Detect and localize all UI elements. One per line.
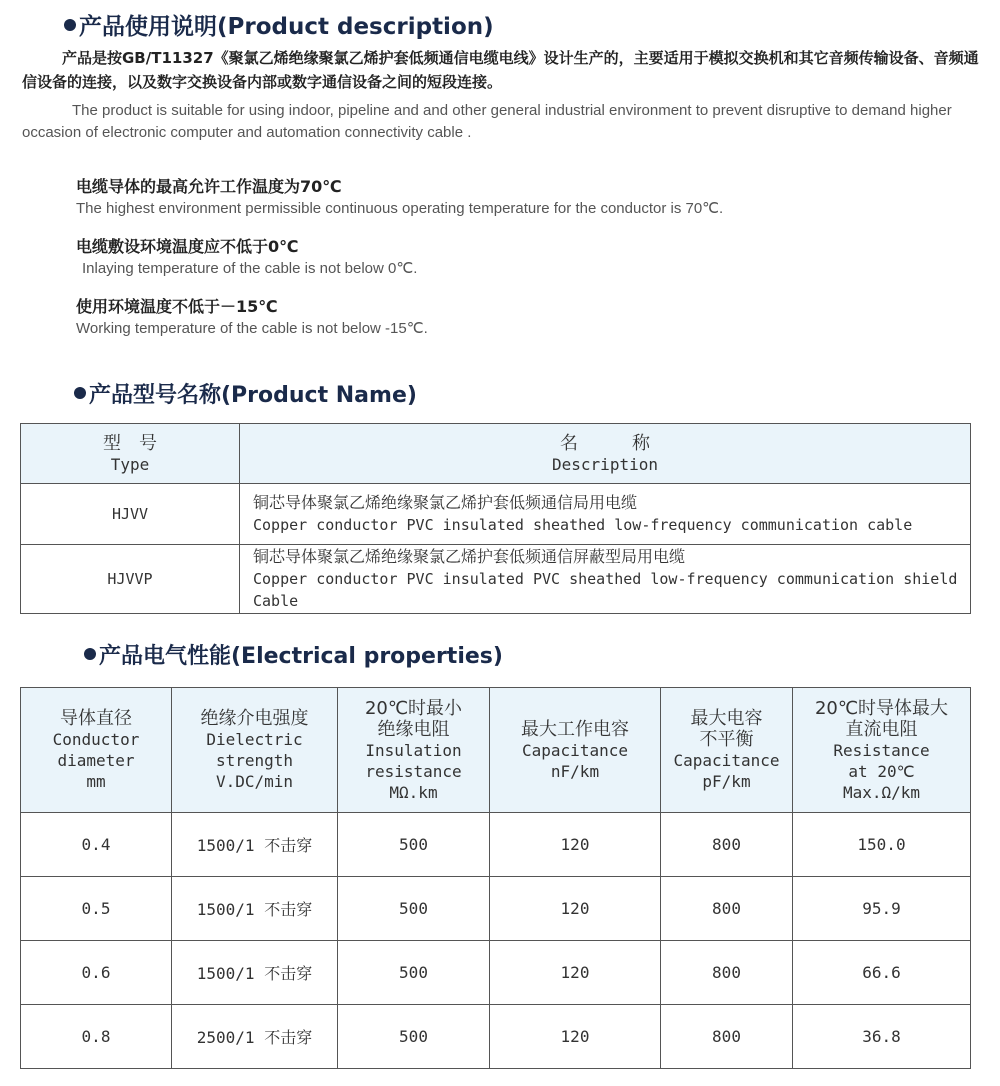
header-en: mm [86,772,106,791]
product-name-table [20,423,971,614]
header-dielectric-strength [172,688,338,813]
capacitance-cell: 120 [490,1005,661,1069]
dielectric-note: 不击穿 [264,964,313,983]
insulation-cell: 500 [338,941,490,1005]
spec-item [76,176,956,220]
dielectric-value: 1500/1 [196,836,255,855]
desc-en: Copper conductor PVC insulated sheathed low-frequency communication cable [253,516,913,534]
header-en: MΩ.km [389,782,438,802]
header-capacitance-unbalance [661,688,793,813]
header-cn: 最大电容 [690,708,763,729]
dielectric-cell [172,813,338,877]
spec-cn: 电缆导体的最高允许工作温度为70℃ [76,177,342,196]
section-title: 产品型号名称(Product Name) [89,383,417,408]
dielectric-note: 不击穿 [264,836,313,855]
intro-english: The product is suitable for using indoor, pipeline and and other general industrial environment to prevent disruptive to demand higher occasion of electronic computer and automation connectivity cable . [22,102,952,141]
unbalance-cell: 800 [661,877,793,941]
header-en: Resistance [833,740,930,760]
resistance-cell: 150.0 [793,813,971,877]
section-heading-electrical [84,639,503,670]
table-row [21,813,971,877]
header-cn: 绝缘介电强度 [200,708,309,729]
dielectric-value: 1500/1 [196,900,255,919]
section-title: 产品使用说明(Product description) [79,14,494,40]
spec-cn: 电缆敷设环境温度应不低于0℃ [76,237,299,256]
header-en: Max.Ω/km [842,782,921,802]
header-en: pF/km [702,772,751,791]
header-cn: 直流电阻 [845,718,918,740]
header-en: strength [215,751,294,770]
header-capacitance [490,688,661,813]
table-header-row [21,688,971,813]
description-cell [240,545,971,614]
unbalance-cell: 800 [661,813,793,877]
section-heading-description [64,8,494,41]
table-row [21,1005,971,1069]
dielectric-note: 不击穿 [264,1028,313,1047]
table-row [21,484,971,545]
table-row [21,877,971,941]
spec-en: Working temperature of the cable is not below -15℃. [76,320,428,337]
resistance-cell: 66.6 [793,941,971,1005]
header-en: Capacitance [673,751,780,770]
header-en: Dielectric [206,730,303,749]
intro-chinese: 产品是按GB/T11327《聚氯乙烯绝缘聚氯乙烯护套低频通信电缆电线》设计生产的，主要适用于模拟交换机和其它音频传输设备、音频通信设备的连接，以及数字交换设备内部或数字通信设备之间的短段连接。 [22,49,979,91]
table-row [21,941,971,1005]
header-type-cn: 型 号 [103,432,157,454]
dielectric-cell [172,877,338,941]
desc-cn: 铜芯导体聚氯乙烯绝缘聚氯乙烯护套低频通信局用电缆 [253,493,638,512]
dielectric-value: 1500/1 [196,964,255,983]
electrical-properties-table [20,687,971,1069]
header-insulation-resistance [338,688,490,813]
section-heading-product-name [74,378,417,409]
header-desc-cn: 名 称 [560,432,650,454]
header-dc-resistance [793,688,971,813]
header-en: V.DC/min [215,772,294,791]
dielectric-note: 不击穿 [264,900,313,919]
spec-cn: 使用环境温度不低于－15℃ [76,297,278,316]
header-cn: 导体直径 [60,708,132,729]
spec-en: The highest environment permissible continuous operating temperature for the conductor is 70℃. [76,200,724,217]
resistance-cell: 95.9 [793,877,971,941]
dielectric-value: 2500/1 [196,1028,255,1047]
resistance-cell: 36.8 [793,1005,971,1069]
header-desc-en: Description [552,454,658,474]
spec-item [76,296,956,340]
header-cn: 20℃时最小 [364,697,463,719]
header-en: Capacitance [522,740,628,760]
dielectric-cell [172,1005,338,1069]
header-cn: 不平衡 [699,729,754,750]
header-en: Insulation [365,740,462,760]
insulation-cell: 500 [338,1005,490,1069]
header-cn: 绝缘电阻 [377,718,450,740]
header-en: resistance [365,761,462,781]
header-en: diameter [57,751,135,770]
header-type [21,424,240,484]
header-cn: 最大工作电容 [521,718,629,740]
bullet-icon [84,648,96,660]
header-conductor-diameter [21,688,172,813]
desc-cn: 铜芯导体聚氯乙烯绝缘聚氯乙烯护套低频通信屏蔽型局用电缆 [253,547,686,566]
section-title: 产品电气性能(Electrical properties) [99,644,503,669]
dielectric-cell [172,941,338,1005]
header-en: at 20℃ [848,761,915,781]
diameter-cell: 0.8 [21,1005,172,1069]
unbalance-cell: 800 [661,941,793,1005]
header-en: nF/km [550,761,600,781]
capacitance-cell: 120 [490,813,661,877]
bullet-icon [64,19,76,31]
description-cell [240,484,971,545]
desc-en: Copper conductor PVC insulated PVC sheathed low-frequency communication shield Cable [253,570,958,610]
table-row [21,545,971,614]
insulation-cell: 500 [338,813,490,877]
header-en: Conductor [52,730,140,749]
insulation-cell: 500 [338,877,490,941]
spec-en: Inlaying temperature of the cable is not below 0℃. [82,260,418,277]
header-cn: 20℃时导体最大 [814,697,949,719]
type-cell: HJVV [21,484,240,545]
capacitance-cell: 120 [490,941,661,1005]
diameter-cell: 0.6 [21,941,172,1005]
type-cell: HJVVP [21,545,240,614]
spec-item [76,236,956,280]
table-header-row [21,424,971,484]
header-type-en: Type [110,454,150,474]
diameter-cell: 0.4 [21,813,172,877]
header-description [240,424,971,484]
capacitance-cell: 120 [490,877,661,941]
diameter-cell: 0.5 [21,877,172,941]
bullet-icon [74,387,86,399]
unbalance-cell: 800 [661,1005,793,1069]
